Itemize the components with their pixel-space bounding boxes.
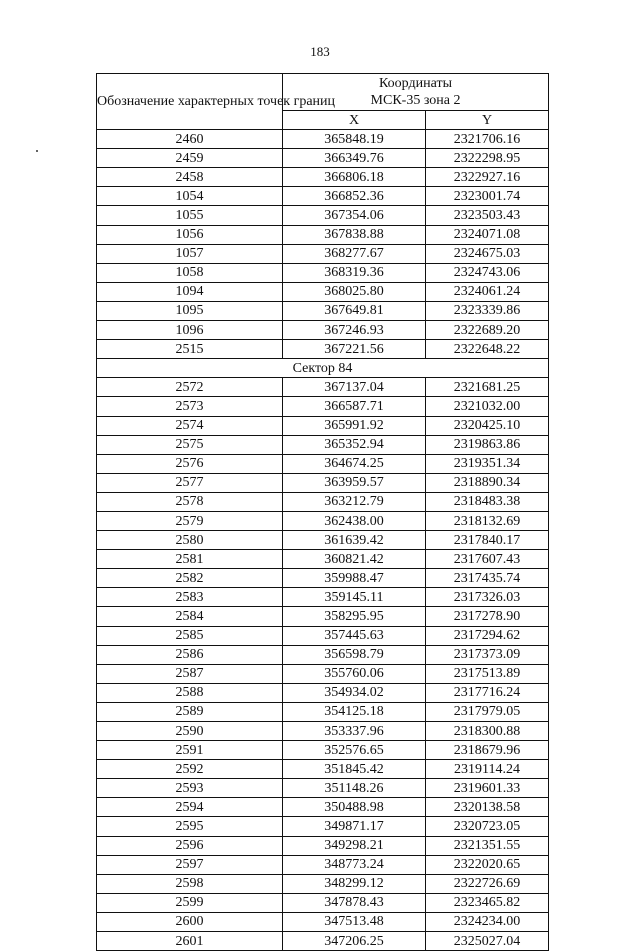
y-coordinate-cell: 2319351.34 (426, 454, 549, 473)
point-cell: 2585 (97, 626, 283, 645)
x-coordinate-cell: 367838.88 (283, 225, 426, 244)
y-coordinate-cell: 2319863.86 (426, 435, 549, 454)
y-coordinate-cell: 2317513.89 (426, 664, 549, 683)
table-row (97, 435, 549, 454)
point-cell: 2515 (97, 340, 283, 359)
point-cell: 2573 (97, 397, 283, 416)
y-coordinate-cell: 2320425.10 (426, 416, 549, 435)
point-cell: 1058 (97, 263, 283, 282)
table-row (97, 416, 549, 435)
table-row (97, 836, 549, 855)
point-cell: 2589 (97, 702, 283, 721)
point-cell: 2583 (97, 588, 283, 607)
x-coordinate-cell: 351148.26 (283, 779, 426, 798)
table-row (97, 397, 549, 416)
y-coordinate-cell: 2322927.16 (426, 168, 549, 187)
x-coordinate-cell: 349298.21 (283, 836, 426, 855)
y-coordinate-cell: 2317373.09 (426, 645, 549, 664)
table-row (97, 206, 549, 225)
y-coordinate-cell: 2320138.58 (426, 798, 549, 817)
x-coordinate-cell: 367137.04 (283, 378, 426, 397)
x-coordinate-cell: 359988.47 (283, 569, 426, 588)
point-cell: 1094 (97, 282, 283, 301)
table-row (97, 149, 549, 168)
x-coordinate-cell: 347206.25 (283, 932, 426, 951)
x-coordinate-cell: 365352.94 (283, 435, 426, 454)
point-cell: 2578 (97, 492, 283, 511)
page-number: 183 (310, 44, 330, 59)
y-coordinate-cell: 2324675.03 (426, 244, 549, 263)
y-coordinate-cell: 2325027.04 (426, 932, 549, 951)
y-coordinate-cell: 2321032.00 (426, 397, 549, 416)
table-row (97, 645, 549, 664)
point-cell: 1055 (97, 206, 283, 225)
point-cell: 2576 (97, 454, 283, 473)
point-cell: 2577 (97, 473, 283, 492)
table-row (97, 588, 549, 607)
point-cell: 1095 (97, 301, 283, 320)
x-coordinate-cell: 354125.18 (283, 702, 426, 721)
table-row (97, 741, 549, 760)
y-coordinate-cell: 2317716.24 (426, 683, 549, 702)
point-cell: 1056 (97, 225, 283, 244)
table-row (97, 817, 549, 836)
x-coordinate-cell: 368319.36 (283, 263, 426, 282)
table-row (97, 893, 549, 912)
y-coordinate-cell: 2318132.69 (426, 511, 549, 530)
x-coordinate-cell: 365848.19 (283, 130, 426, 149)
point-cell: 2595 (97, 817, 283, 836)
point-cell: 2460 (97, 130, 283, 149)
x-coordinate-cell: 366587.71 (283, 397, 426, 416)
y-coordinate-cell: 2323465.82 (426, 893, 549, 912)
x-coordinate-cell: 361639.42 (283, 531, 426, 550)
x-coordinate-cell: 366349.76 (283, 149, 426, 168)
y-coordinate-cell: 2318890.34 (426, 473, 549, 492)
y-coordinate-cell: 2324234.00 (426, 912, 549, 931)
table-row (97, 874, 549, 893)
sector-label: Сектор 84 (97, 359, 549, 378)
point-cell: 1057 (97, 244, 283, 263)
point-cell: 1096 (97, 321, 283, 340)
coordinates-table (96, 73, 549, 951)
table-row (97, 492, 549, 511)
table-row (97, 244, 549, 263)
point-cell: 2601 (97, 932, 283, 951)
x-coordinate-cell: 362438.00 (283, 511, 426, 530)
table-row (97, 702, 549, 721)
table-row (97, 798, 549, 817)
x-coordinate-cell: 365991.92 (283, 416, 426, 435)
table-row (97, 168, 549, 187)
point-cell: 2590 (97, 722, 283, 741)
point-cell: 2584 (97, 607, 283, 626)
point-cell: 2586 (97, 645, 283, 664)
table-row (97, 779, 549, 798)
point-cell: 2588 (97, 683, 283, 702)
point-cell: 2591 (97, 741, 283, 760)
table-row (97, 569, 549, 588)
table-row (97, 550, 549, 569)
point-cell: 2458 (97, 168, 283, 187)
y-coordinate-cell: 2317326.03 (426, 588, 549, 607)
table-row (97, 664, 549, 683)
point-cell: 2587 (97, 664, 283, 683)
x-column-header: X (283, 111, 426, 130)
point-cell: 2574 (97, 416, 283, 435)
x-coordinate-cell: 348299.12 (283, 874, 426, 893)
table-row (97, 531, 549, 550)
scan-speck (36, 150, 38, 152)
y-coordinate-cell: 2322020.65 (426, 855, 549, 874)
x-coordinate-cell: 366806.18 (283, 168, 426, 187)
table-row (97, 760, 549, 779)
table-row (97, 378, 549, 397)
y-coordinate-cell: 2317979.05 (426, 702, 549, 721)
x-coordinate-cell: 347513.48 (283, 912, 426, 931)
point-cell: 1054 (97, 187, 283, 206)
y-coordinate-cell: 2324071.08 (426, 225, 549, 244)
table-row (97, 683, 549, 702)
table-row (97, 473, 549, 492)
x-coordinate-cell: 368025.80 (283, 282, 426, 301)
table-row (97, 607, 549, 626)
x-coordinate-cell: 363212.79 (283, 492, 426, 511)
y-coordinate-cell: 2322726.69 (426, 874, 549, 893)
coordinate-system-label: МСК-35 зона 2 (370, 93, 461, 108)
point-cell: 2581 (97, 550, 283, 569)
y-coordinate-cell: 2319114.24 (426, 760, 549, 779)
x-coordinate-cell: 352576.65 (283, 741, 426, 760)
y-coordinate-cell: 2321681.25 (426, 378, 549, 397)
x-coordinate-cell: 350488.98 (283, 798, 426, 817)
x-coordinate-cell: 360821.42 (283, 550, 426, 569)
x-coordinate-cell: 348773.24 (283, 855, 426, 874)
coordinates-title: Координаты (379, 76, 452, 91)
point-cell: 2582 (97, 569, 283, 588)
x-coordinate-cell: 366852.36 (283, 187, 426, 206)
x-coordinate-cell: 353337.96 (283, 722, 426, 741)
y-coordinate-cell: 2324061.24 (426, 282, 549, 301)
x-coordinate-cell: 356598.79 (283, 645, 426, 664)
table-row (97, 340, 549, 359)
table-row (97, 301, 549, 320)
table-row (97, 187, 549, 206)
y-coordinate-cell: 2318300.88 (426, 722, 549, 741)
y-coordinate-cell: 2318483.38 (426, 492, 549, 511)
table-row (97, 225, 549, 244)
x-coordinate-cell: 349871.17 (283, 817, 426, 836)
table-row (97, 263, 549, 282)
point-column-header: Обозначение характерных точек границ (97, 74, 283, 130)
y-coordinate-cell: 2317607.43 (426, 550, 549, 569)
x-coordinate-cell: 355760.06 (283, 664, 426, 683)
y-coordinate-cell: 2324743.06 (426, 263, 549, 282)
x-coordinate-cell: 351845.42 (283, 760, 426, 779)
point-cell: 2572 (97, 378, 283, 397)
point-cell: 2575 (97, 435, 283, 454)
table-row (97, 932, 549, 951)
y-coordinate-cell: 2317435.74 (426, 569, 549, 588)
y-coordinate-cell: 2321706.16 (426, 130, 549, 149)
table-row (97, 722, 549, 741)
y-coordinate-cell: 2319601.33 (426, 779, 549, 798)
point-cell: 2580 (97, 531, 283, 550)
x-coordinate-cell: 363959.57 (283, 473, 426, 492)
point-cell: 2459 (97, 149, 283, 168)
x-coordinate-cell: 367246.93 (283, 321, 426, 340)
y-column-header: Y (426, 111, 549, 130)
point-cell: 2599 (97, 893, 283, 912)
y-coordinate-cell: 2323339.86 (426, 301, 549, 320)
x-coordinate-cell: 359145.11 (283, 588, 426, 607)
sector-row (97, 359, 549, 378)
x-coordinate-cell: 367649.81 (283, 301, 426, 320)
table-row (97, 454, 549, 473)
point-cell: 2598 (97, 874, 283, 893)
y-coordinate-cell: 2322648.22 (426, 340, 549, 359)
x-coordinate-cell: 367221.56 (283, 340, 426, 359)
x-coordinate-cell: 358295.95 (283, 607, 426, 626)
x-coordinate-cell: 347878.43 (283, 893, 426, 912)
x-coordinate-cell: 368277.67 (283, 244, 426, 263)
x-coordinate-cell: 357445.63 (283, 626, 426, 645)
x-coordinate-cell: 354934.02 (283, 683, 426, 702)
y-coordinate-cell: 2323001.74 (426, 187, 549, 206)
y-coordinate-cell: 2317278.90 (426, 607, 549, 626)
x-coordinate-cell: 367354.06 (283, 206, 426, 225)
table-row (97, 912, 549, 931)
x-coordinate-cell: 364674.25 (283, 454, 426, 473)
point-cell: 2579 (97, 511, 283, 530)
table-row (97, 321, 549, 340)
table-row (97, 626, 549, 645)
point-cell: 2596 (97, 836, 283, 855)
table-row (97, 130, 549, 149)
table-header-row (97, 74, 549, 111)
y-coordinate-cell: 2321351.55 (426, 836, 549, 855)
table-row (97, 282, 549, 301)
point-cell: 2592 (97, 760, 283, 779)
y-coordinate-cell: 2323503.43 (426, 206, 549, 225)
y-coordinate-cell: 2322689.20 (426, 321, 549, 340)
y-coordinate-cell: 2322298.95 (426, 149, 549, 168)
y-coordinate-cell: 2317294.62 (426, 626, 549, 645)
y-coordinate-cell: 2320723.05 (426, 817, 549, 836)
y-coordinate-cell: 2318679.96 (426, 741, 549, 760)
point-cell: 2597 (97, 855, 283, 874)
table-row (97, 511, 549, 530)
table-row (97, 855, 549, 874)
point-cell: 2593 (97, 779, 283, 798)
point-cell: 2594 (97, 798, 283, 817)
point-cell: 2600 (97, 912, 283, 931)
y-coordinate-cell: 2317840.17 (426, 531, 549, 550)
